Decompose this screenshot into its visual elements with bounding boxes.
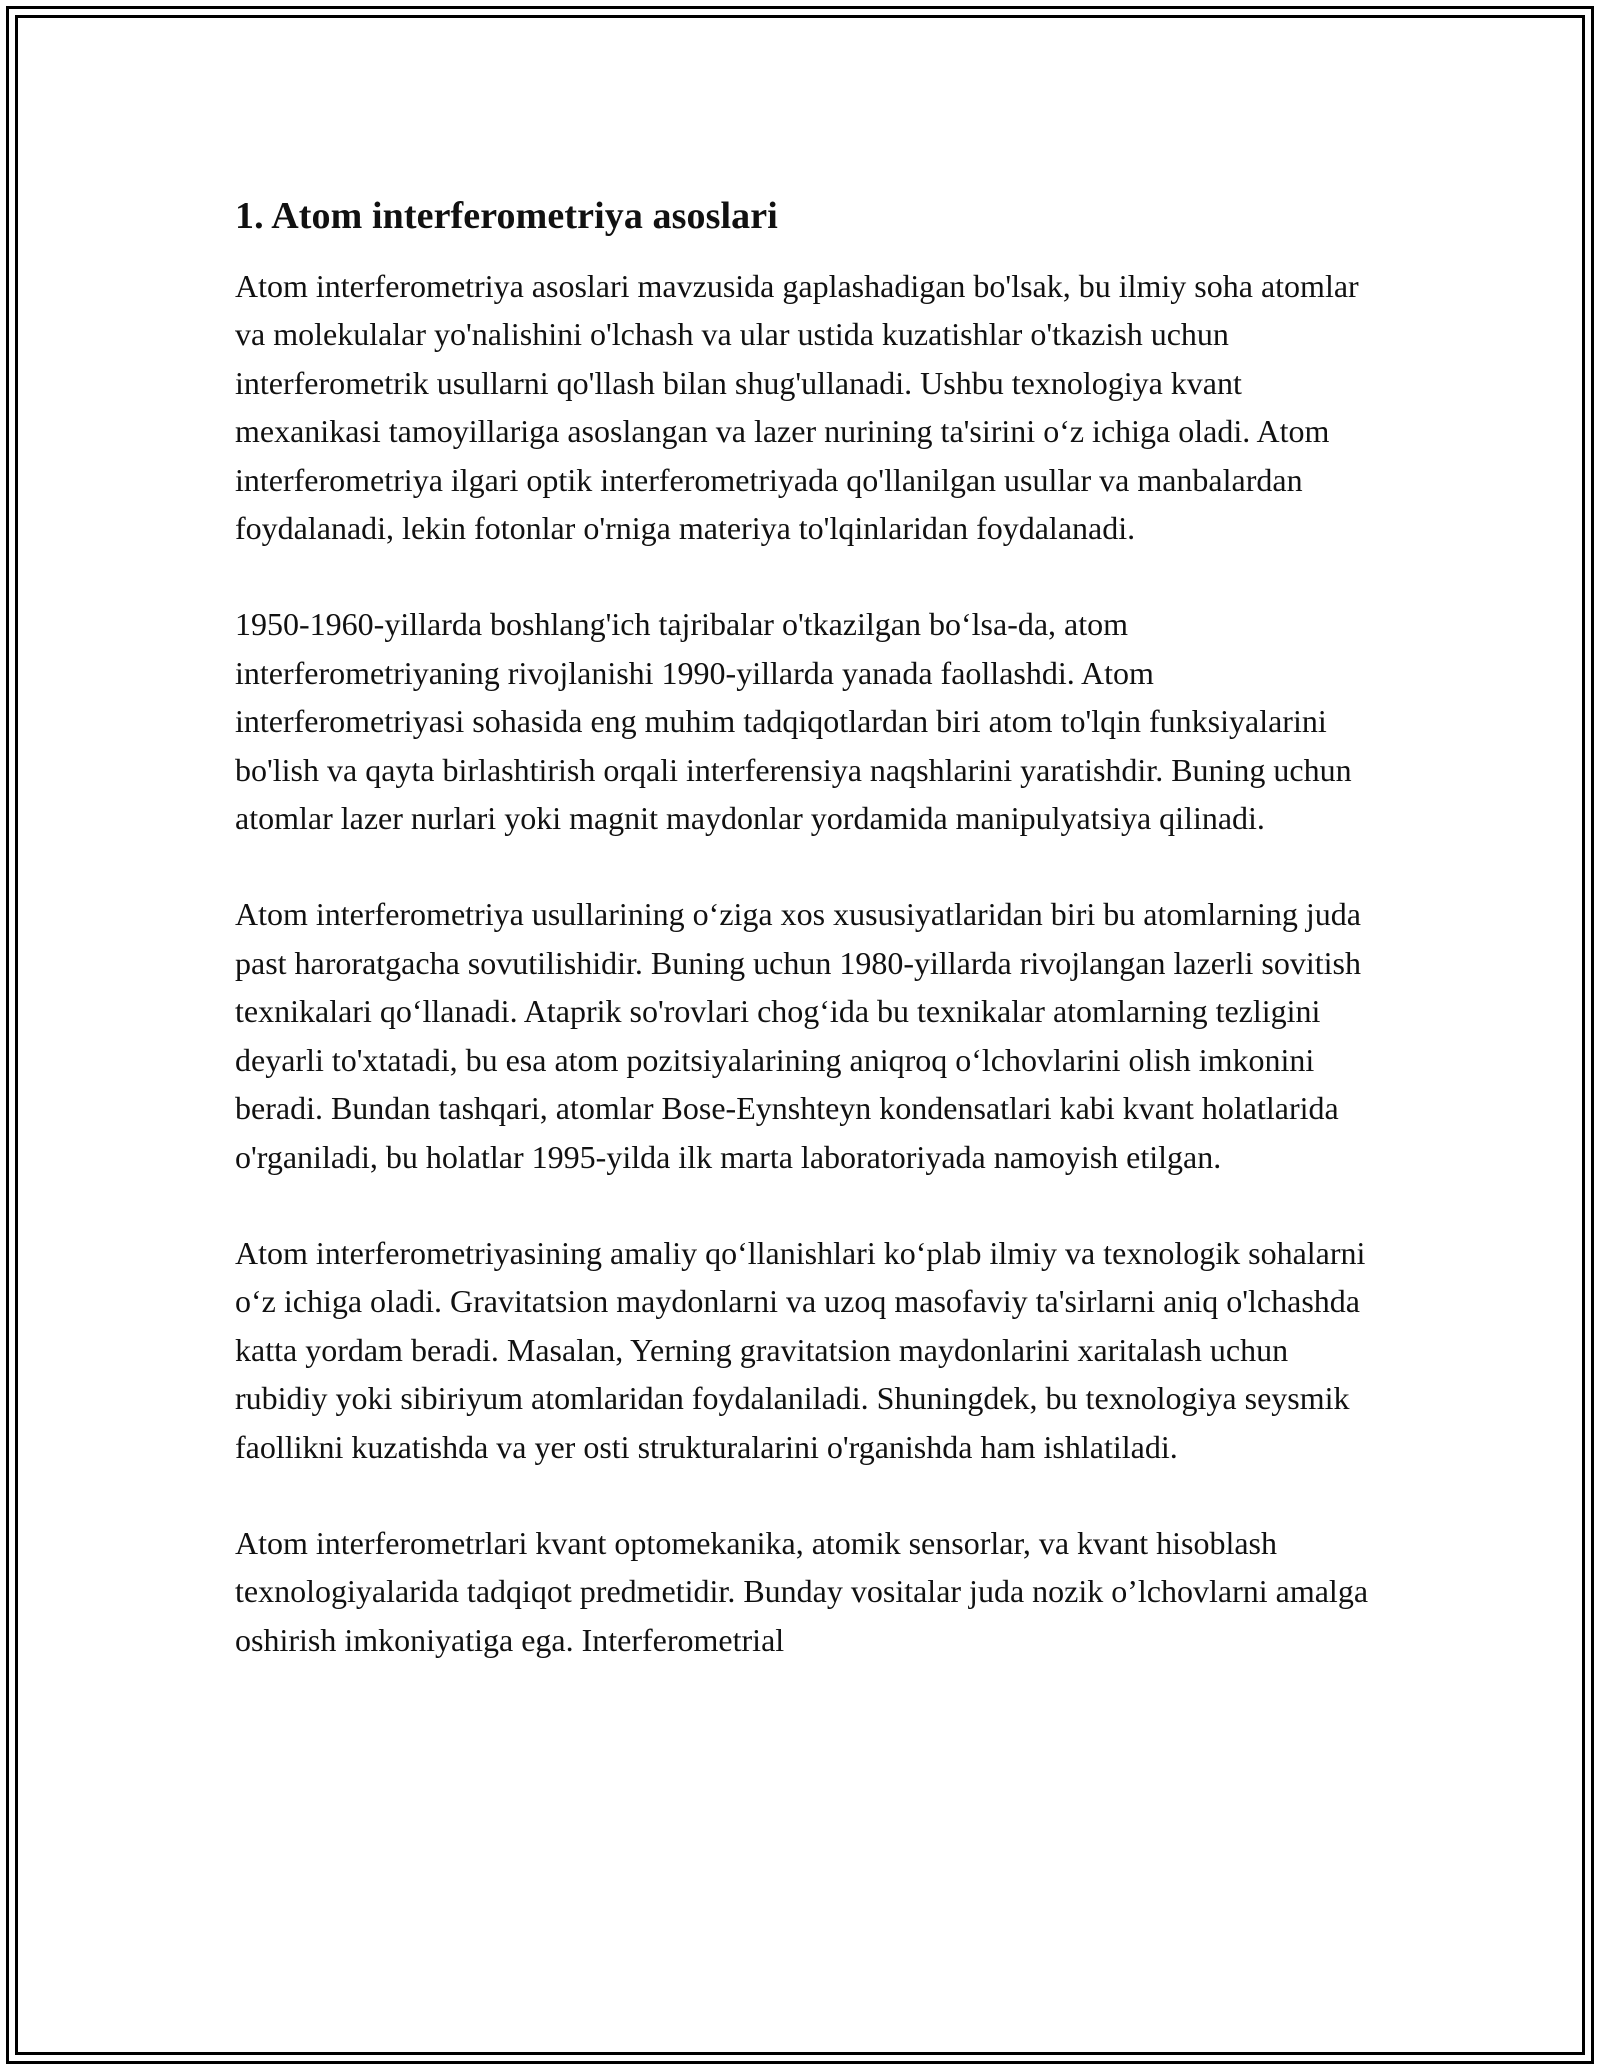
paragraph-5: Atom interferometrlari kvant optomekanika, atomik sensorlar, va kvant hisoblash texnologiyalarida tadqiqot predmetidir. Bunday vositalar juda nozik o’lchovlarni amalga oshirish imkoniyatiga ega. Interferometrial (235, 1524, 1369, 1658)
document-body (235, 188, 1370, 1712)
section-heading: 1. Atom interferometriya asoslari (235, 195, 778, 237)
paragraph-2: 1950-1960-yillarda boshlang'ich tajribalar o'tkazilgan boʻlsa-da, atom interferometriyaning rivojlanishi 1990-yillarda yanada faollashdi. Atom interferometriyasi sohasida eng muhim tadqiqotlardan biri atom to'lqin funksiyalarini bo'lish va qayta birlashtirish orqali interferensiya naqshlarini yaratishdir. Buning uchun atomlar lazer nurlari yoki magnit maydonlar yordamida manipulyatsiya qilinadi. (235, 606, 1352, 837)
paragraph-4: Atom interferometriyasining amaliy qoʻllanishlari koʻplab ilmiy va texnologik sohalarni oʻz ichiga oladi. Gravitatsion maydonlarni va uzoq masofaviy ta'sirlarni aniq o'lchashda katta yordam beradi. Masalan, Yerning gravitatsion maydonlarini xaritalash uchun rubidiy yoki sibiriyum atomlaridan foydalaniladi. Shuningdek, bu texnologiya seysmik faollikni kuzatishda va yer osti strukturalarini o'rganishda ham ishlatiladi. (235, 1234, 1366, 1465)
paragraph-3: Atom interferometriya usullarining oʻziga xos xususiyatlaridan biri bu atomlarning juda past haroratgacha sovutilishidir. Buning uchun 1980-yillarda rivojlangan lazerli sovitish texnikalari qoʻllanadi. Ataprik so'rovlari chogʻida bu texnikalar atomlarning tezligini deyarli to'xtatadi, bu esa atom pozitsiyalarining aniqroq oʻlchovlarini olish imkonini beradi. Bundan tashqari, atomlar Bose-Eynshteyn kondensatlari kabi kvant holatlarida o'rganiladi, bu holatlar 1995-yilda ilk marta laboratoriyada namoyish etilgan. (235, 896, 1361, 1175)
paragraph-1: Atom interferometriya asoslari mavzusida gaplashadigan bo'lsak, bu ilmiy soha atomlar va molekulalar yo'nalishini o'lchash va ular ustida kuzatishlar o'tkazish uchun interferometrik usullarni qo'llash bilan shug'ullanadi. Ushbu texnologiya kvant mexanikasi tamoyillariga asoslangan va lazer nurining ta'sirini oʻz ichiga oladi. Atom interferometriya ilgari optik interferometriyada qo'llanilgan usullar va manbalardan foydalanadi, lekin fotonlar o'rniga materiya to'lqinlaridan foydalanadi. (235, 268, 1359, 547)
